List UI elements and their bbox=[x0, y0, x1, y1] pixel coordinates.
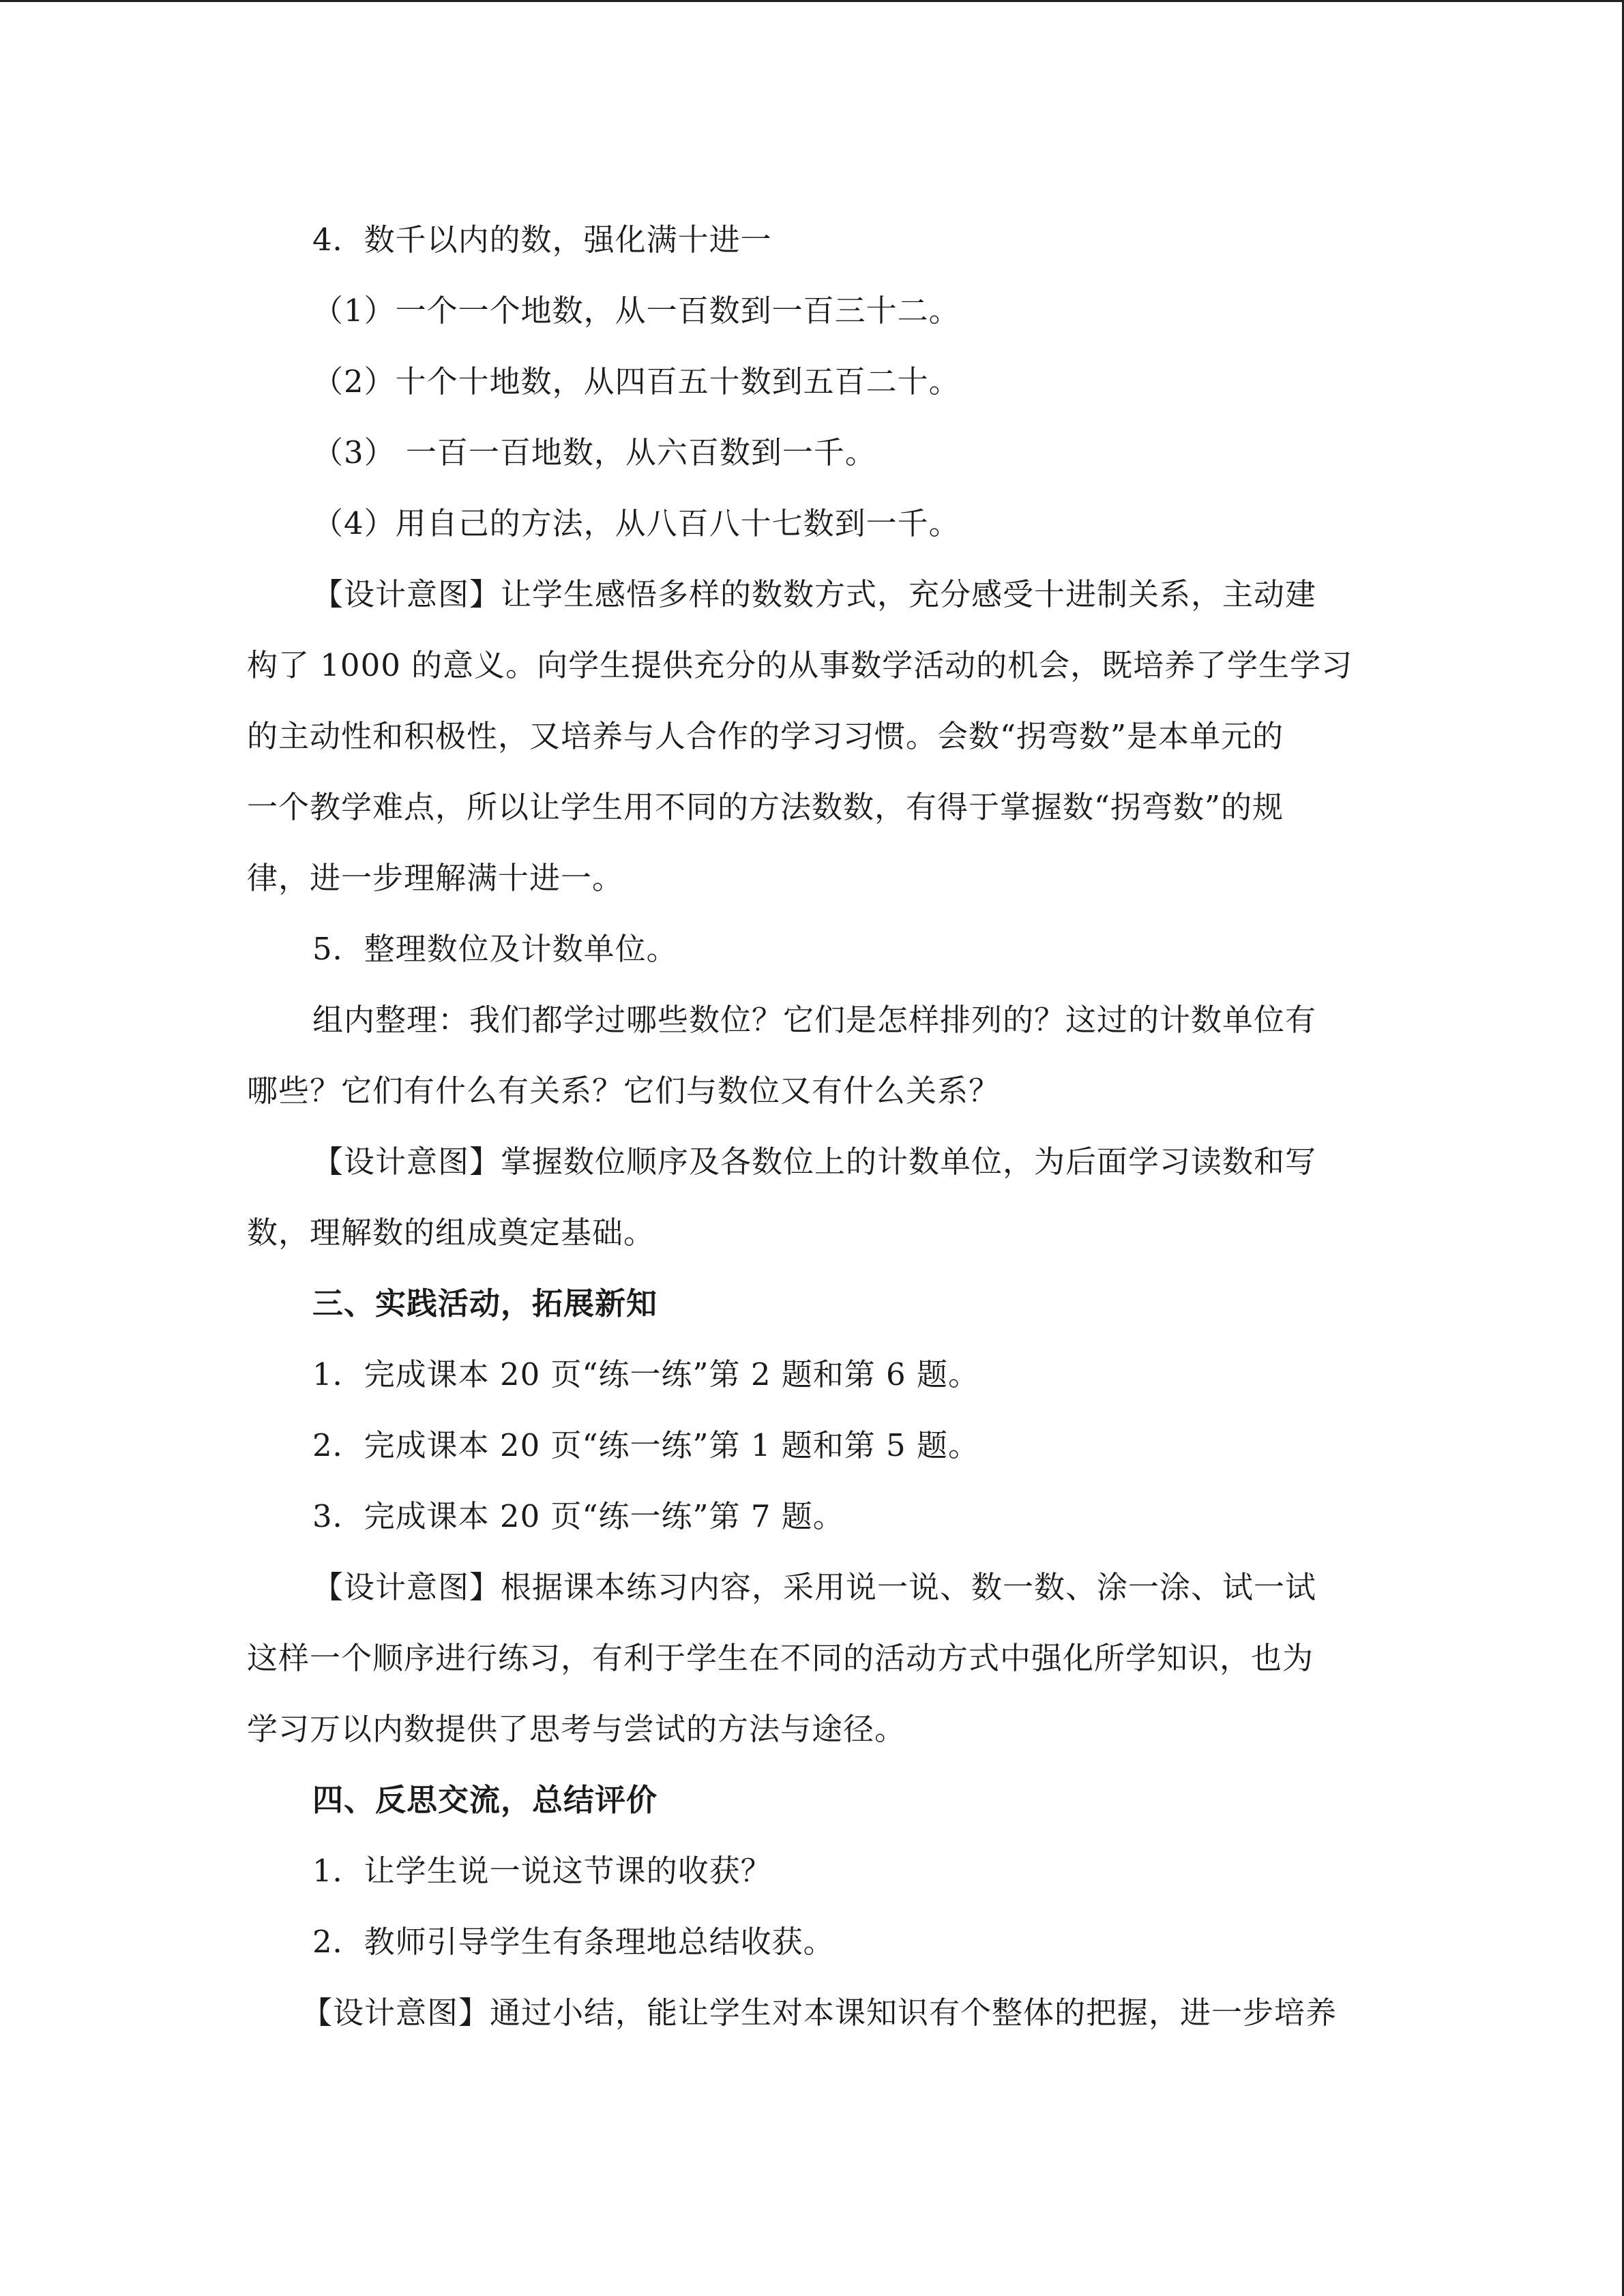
list-item-4: 4．数千以内的数，强化满十进一 bbox=[312, 222, 772, 258]
sub-item-1: （1）一个一个地数，从一百数到一百三十二。 bbox=[312, 293, 960, 329]
paragraph-line: 数，理解数的组成奠定基础。 bbox=[247, 1214, 655, 1251]
paragraph-line: 构了 1000 的意义。向学生提供充分的从事数学活动的机会，既培养了学生学习 bbox=[247, 647, 1353, 683]
document-body bbox=[247, 205, 1379, 2048]
exercise-item-1: 1．完成课本 20 页“练一练”第 2 题和第 6 题。 bbox=[312, 1356, 979, 1392]
design-intent-paragraph-line: 【设计意图】通过小结，能让学生对本课知识有个整体的把握，进一步培养 bbox=[301, 1995, 1338, 2031]
paragraph-line: 哪些？它们有什么有关系？它们与数位又有什么关系？ bbox=[247, 1073, 1001, 1109]
design-intent-paragraph-line: 【设计意图】根据课本练习内容，采用说一说、数一数、涂一涂、试一试 bbox=[312, 1569, 1317, 1605]
paragraph-line: 组内整理：我们都学过哪些数位？它们是怎样排列的？这过的计数单位有 bbox=[312, 1002, 1317, 1038]
page-border-top bbox=[0, 0, 1624, 2]
paragraph-line: 学习万以内数提供了思考与尝试的方法与途径。 bbox=[247, 1711, 906, 1747]
paragraph-line: 一个教学难点，所以让学生用不同的方法数数，有得于掌握数“拐弯数”的规 bbox=[247, 789, 1284, 825]
design-intent-paragraph-line: 【设计意图】让学生感悟多样的数数方式，充分感受十进制关系，主动建 bbox=[312, 576, 1317, 612]
paragraph-line: 的主动性和积极性，又培养与人合作的学习习惯。会数“拐弯数”是本单元的 bbox=[247, 718, 1284, 754]
paragraph-line: 这样一个顺序进行练习，有利于学生在不同的活动方式中强化所学知识，也为 bbox=[247, 1640, 1314, 1676]
exercise-item-2: 2．完成课本 20 页“练一练”第 1 题和第 5 题。 bbox=[312, 1427, 979, 1463]
section-heading-4: 四、反思交流，总结评价 bbox=[312, 1782, 658, 1818]
sub-item-4: （4）用自己的方法，从八百八十七数到一千。 bbox=[312, 505, 960, 541]
exercise-item-3: 3．完成课本 20 页“练一练”第 7 题。 bbox=[312, 1498, 844, 1534]
sub-item-3: （3） 一百一百地数，从六百数到一千。 bbox=[312, 434, 876, 471]
reflection-item-2: 2．教师引导学生有条理地总结收获。 bbox=[312, 1924, 835, 1960]
paragraph-line: 律，进一步理解满十进一。 bbox=[247, 860, 624, 896]
design-intent-paragraph-line: 【设计意图】掌握数位顺序及各数位上的计数单位，为后面学习读数和写 bbox=[312, 1144, 1317, 1180]
section-heading-3: 三、实践活动，拓展新知 bbox=[312, 1285, 658, 1322]
sub-item-2: （2）十个十地数，从四百五十数到五百二十。 bbox=[312, 363, 960, 400]
reflection-item-1: 1．让学生说一说这节课的收获？ bbox=[312, 1853, 772, 1889]
list-item-5: 5．整理数位及计数单位。 bbox=[312, 931, 678, 967]
